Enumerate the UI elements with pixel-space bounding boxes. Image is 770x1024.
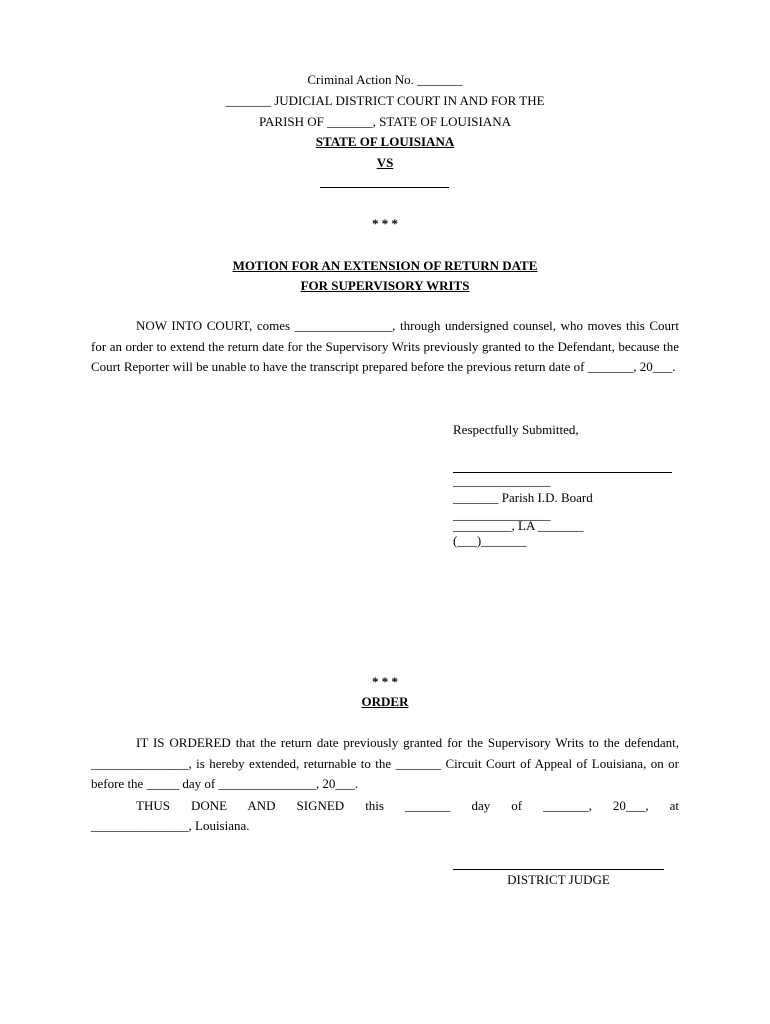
- court-line: _______ JUDICIAL DISTRICT COURT IN AND FOR THE: [225, 93, 545, 108]
- parish-id-board: _______ Parish I.D. Board: [453, 490, 593, 505]
- versus-label: VS: [376, 155, 394, 170]
- order-separator: * * *: [372, 674, 398, 689]
- order-title: ORDER: [361, 694, 409, 709]
- criminal-action-number: Criminal Action No. _______: [307, 72, 463, 87]
- address-blank: _______________: [453, 507, 551, 522]
- respectfully-submitted: Respectfully Submitted,: [453, 422, 579, 437]
- section-separator: * * *: [372, 216, 398, 231]
- state-of-louisiana: STATE OF LOUISIANA: [315, 134, 455, 149]
- city-state-zip: _________, LA _______: [453, 518, 584, 533]
- motion-title-line-1: MOTION FOR AN EXTENSION OF RETURN DATE: [232, 258, 538, 273]
- motion-title-line-2: FOR SUPERVISORY WRITS: [300, 278, 470, 293]
- order-body: IT IS ORDERED that the return date previously granted for the Supervisory Writs to the defendant, _______________, is hereby extended, returnable to the _______ Circuit Court of Appeal of Louisiana, on or before the _____ day of _______________, 20___.: [91, 735, 679, 792]
- district-judge-label: DISTRICT JUDGE: [507, 872, 610, 887]
- phone-number: (___)_______: [453, 533, 527, 548]
- signing-place: _______________, Louisiana.: [91, 818, 250, 833]
- motion-body: NOW INTO COURT, comes _______________, through undersigned counsel, who moves this Court for an order to extend the return date for the Supervisory Writs previously granted to the Defendant, because the Court Reporter will be unable to have the transcript prepared before the previous return date of _______, 20___.: [91, 318, 679, 375]
- done-and-signed-line: THUS DONE AND SIGNED this _______ day of _______, 20___, at: [136, 798, 679, 813]
- judge-signature-line: [453, 869, 664, 870]
- parish-line: PARISH OF _______, STATE OF LOUISIANA: [258, 114, 511, 129]
- defendant-name-blank: [320, 187, 449, 188]
- counsel-name-blank: _______________: [453, 473, 551, 488]
